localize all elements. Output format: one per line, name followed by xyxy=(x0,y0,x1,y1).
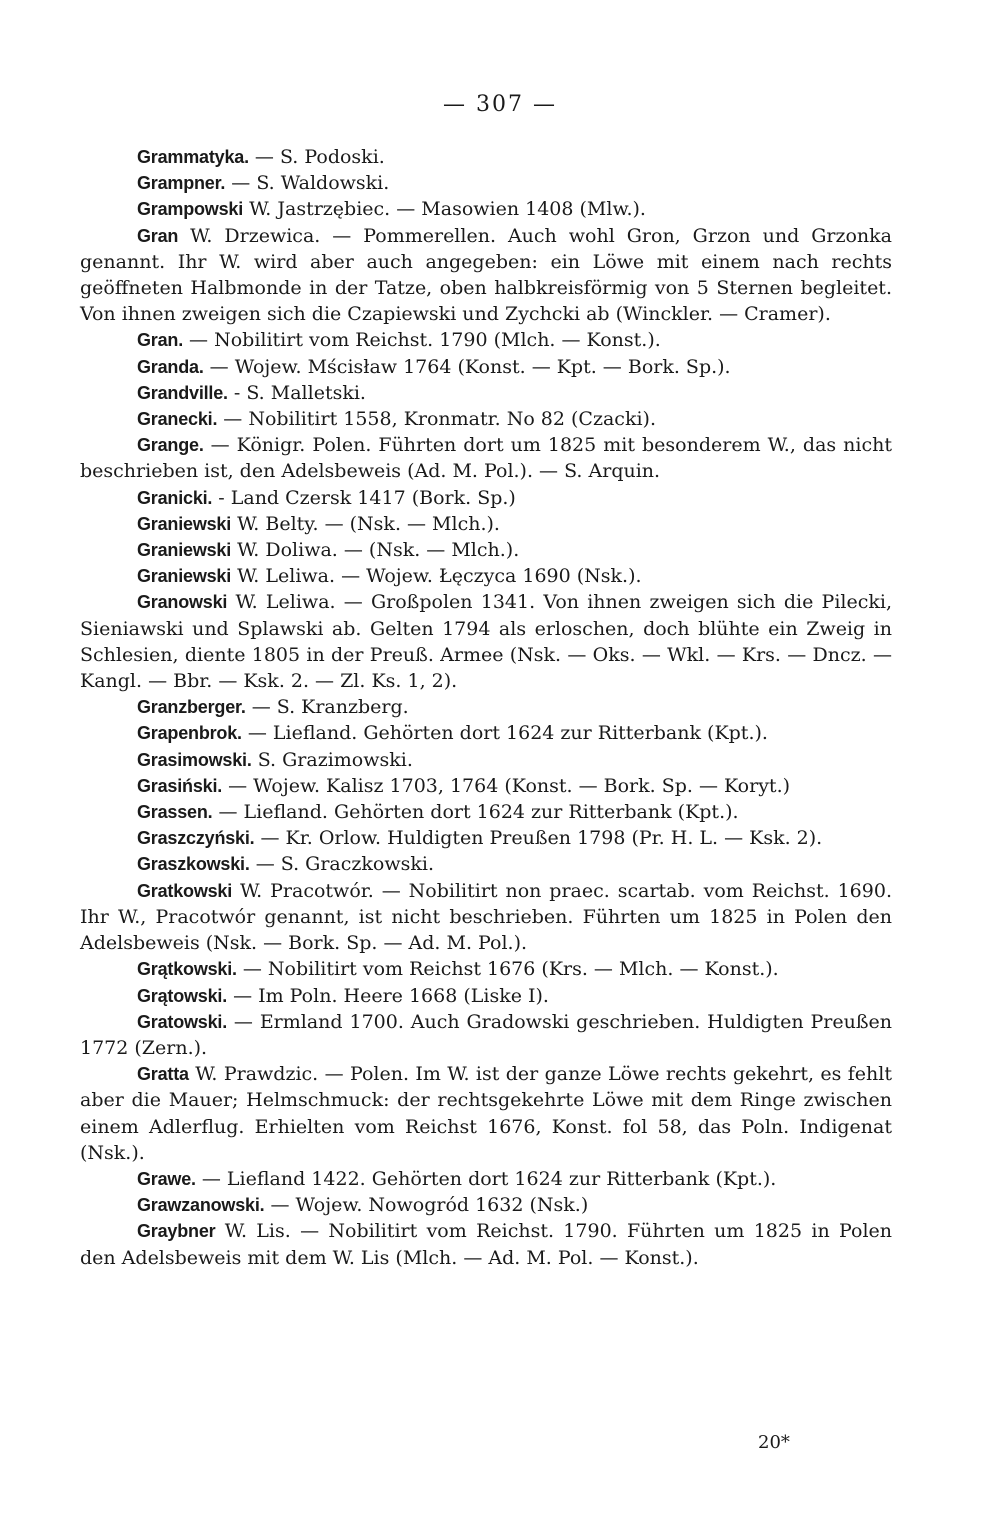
dictionary-entry xyxy=(80,170,892,196)
entry-text: — Ermland 1700. Auch Gradowski geschrieben. Huldigten Preußen 1772 (Zern.). xyxy=(80,1010,892,1059)
entry-text: — Liefland. Gehörten dort 1624 zur Ritterbank (Kpt.). xyxy=(212,801,739,824)
entry-text: — Nobilitirt vom Reichst. 1790 (Mlch. — Konst.). xyxy=(183,329,661,352)
dictionary-entry xyxy=(80,354,892,380)
entry-text: — S. Waldowski. xyxy=(225,172,390,195)
entry-text: W. Belty. — (Nsk. — Mlch.). xyxy=(231,512,500,535)
entry-text: - Land Czersk 1417 (Bork. Sp.) xyxy=(212,486,516,509)
dictionary-entry xyxy=(80,983,892,1009)
dictionary-entry xyxy=(80,223,892,328)
entry-headword: Grange. xyxy=(137,435,204,456)
entry-text: — Wojew. Mścisław 1764 (Konst. — Kpt. — Bork. Sp.). xyxy=(203,355,731,378)
dictionary-entry xyxy=(80,432,892,484)
entry-headword: Granicki. xyxy=(137,487,213,508)
entry-text: W. Drzewica. — Pommerellen. Auch wohl Gron, Grzon und Grzonka genannt. Ihr W. wird aber auch angegeben: ein Löwe mit einem nach rechts geöffneten Halbmonde in der Tatze, oben halbkreisförmig von 5 Sternen begleitet. Von ihnen zweigen sich die Czapiewski und Zychcki ab (Winckler. — Cramer). xyxy=(80,224,892,326)
entry-text: — Kr. Orlow. Huldigten Preußen 1798 (Pr. H. L. — Ksk. 2). xyxy=(254,827,823,850)
entry-headword: Graszczyński. xyxy=(137,828,255,849)
entry-text: — S. Kranzberg. xyxy=(245,696,409,719)
dictionary-entry xyxy=(80,537,892,563)
entry-headword: Grampner. xyxy=(137,173,226,194)
entry-text: — Wojew. Kalisz 1703, 1764 (Konst. — Bork. Sp. — Koryt.) xyxy=(222,774,791,797)
dictionary-entry xyxy=(80,196,892,222)
dictionary-entry xyxy=(80,878,892,957)
entry-headword: Gratowski. xyxy=(137,1011,228,1032)
entry-headword: Graszkowski. xyxy=(137,854,250,875)
dictionary-entry xyxy=(80,1192,892,1218)
entry-text: W. Pracotwór. — Nobilitirt non praec. scartab. vom Reichst. 1690. Ihr W., Pracotwór genannt, ist nicht beschrieben. Führten um 1825 in Polen den Adelsbeweis (Nsk. — Bork. Sp. — Ad. M. Pol.). xyxy=(80,879,892,955)
entry-text: — S. Podoski. xyxy=(248,146,385,168)
dictionary-entry xyxy=(80,694,892,720)
dictionary-entry xyxy=(80,511,892,537)
entry-headword: Grawzanowski. xyxy=(137,1195,265,1216)
entry-headword: Granecki. xyxy=(137,409,218,430)
dictionary-entry xyxy=(80,327,892,353)
entry-text: — Liefland 1422. Gehörten dort 1624 zur Ritterbank (Kpt.). xyxy=(195,1167,777,1190)
dictionary-entry xyxy=(80,589,892,694)
entry-headword: Grandville. xyxy=(137,382,228,403)
entry-headword: Grassen. xyxy=(137,802,213,823)
entry-text: - S. Malletski. xyxy=(227,381,366,404)
entry-headword: Graniewski xyxy=(137,513,232,534)
entry-headword: Graniewski xyxy=(137,566,232,587)
entry-text: W. Leliwa. — Großpolen 1341. Von ihnen zweigen sich die Pilecki, Sieniawski und Splawski ab. Gelten 1794 als erloschen, doch blühte ein Zweig in Schlesien, diente 1805 in der Preuß. Armee (Nsk. — Oks. — Wkl. — Krs. — Dncz. — Kangl. — Bbr. — Ksk. 2. — Zl. Ks. 1, 2). xyxy=(80,591,892,693)
entry-headword: Grątowski. xyxy=(137,985,228,1006)
entry-headword: Granowski xyxy=(137,592,228,613)
dictionary-entry xyxy=(80,1061,892,1166)
entry-headword: Grasimowski. xyxy=(137,749,252,770)
entry-text: W. Jastrzębiec. — Masowien 1408 (Mlw.). xyxy=(243,198,646,221)
entry-headword: Grapenbrok. xyxy=(137,723,242,744)
entry-headword: Graybner xyxy=(137,1221,216,1242)
entry-headword: Granzberger. xyxy=(137,697,246,718)
entry-text: — Liefland. Gehörten dort 1624 zur Ritterbank (Kpt.). xyxy=(241,722,768,745)
dictionary-entry xyxy=(80,380,892,406)
entry-headword: Graniewski xyxy=(137,540,232,561)
entry-headword: Grammatyka. xyxy=(137,147,249,167)
entry-text: — Nobilitirt 1558, Kronmatr. No 82 (Czacki). xyxy=(217,408,656,431)
entry-headword: Granda. xyxy=(137,356,204,377)
entry-headword: Grasiński. xyxy=(137,775,223,796)
dictionary-entry xyxy=(80,1218,892,1270)
dictionary-entry xyxy=(80,747,892,773)
dictionary-entry xyxy=(80,773,892,799)
entry-text: — Im Poln. Heere 1668 (Liske I). xyxy=(227,984,549,1007)
entry-headword: Gratkowski xyxy=(137,880,233,901)
entry-text: — S. Graczkowski. xyxy=(249,853,435,876)
entry-headword: Gratta xyxy=(137,1064,189,1085)
dictionary-entry xyxy=(80,485,892,511)
entry-headword: Gran. xyxy=(137,330,184,351)
dictionary-entry xyxy=(80,799,892,825)
entry-text: — Wojew. Nowogród 1632 (Nsk.) xyxy=(264,1194,589,1217)
entry-list xyxy=(80,144,892,1271)
dictionary-entry xyxy=(80,144,892,170)
printer-signature: 20* xyxy=(758,1432,790,1453)
dictionary-entry xyxy=(80,563,892,589)
entry-text: W. Prawdzic. — Polen. Im W. ist der ganze Löwe rechts gekehrt, es fehlt aber die Mauer; Helmschmuck: der rechtsgekehrte Löwe mit dem Ringe zwischen einem Adlerflug. Erhielten vom Reichst 1676, Konst. fol 58, das Poln. Indigenat (Nsk.). xyxy=(80,1063,892,1164)
entry-text: W. Leliwa. — Wojew. Łęczyca 1690 (Nsk.). xyxy=(231,565,642,588)
entry-text: — Königr. Polen. Führten dort um 1825 mit besonderem W., das nicht beschrieben ist, den Adelsbeweis (Ad. M. Pol.). — S. Arquin. xyxy=(80,434,892,483)
dictionary-entry xyxy=(80,956,892,982)
entry-headword: Grątkowski. xyxy=(137,959,237,980)
dictionary-entry xyxy=(80,720,892,746)
entry-headword: Gran xyxy=(137,225,179,246)
dictionary-entry xyxy=(80,825,892,851)
entry-text: S. Grazimowski. xyxy=(251,748,413,771)
entry-headword: Grampowski xyxy=(137,199,244,220)
dictionary-entry xyxy=(80,851,892,877)
page-number: — 307 — xyxy=(443,92,557,117)
dictionary-entry xyxy=(80,1009,892,1061)
dictionary-entry xyxy=(80,1166,892,1192)
entry-text: — Nobilitirt vom Reichst 1676 (Krs. — Mlch. — Konst.). xyxy=(236,958,779,981)
entry-text: W. Lis. — Nobilitirt vom Reichst. 1790. Führten um 1825 in Polen den Adelsbeweis mit dem W. Lis (Mlch. — Ad. M. Pol. — Konst.). xyxy=(80,1220,892,1269)
dictionary-entry xyxy=(80,406,892,432)
entry-text: W. Doliwa. — (Nsk. — Mlch.). xyxy=(231,539,520,562)
entry-headword: Grawe. xyxy=(137,1168,196,1189)
